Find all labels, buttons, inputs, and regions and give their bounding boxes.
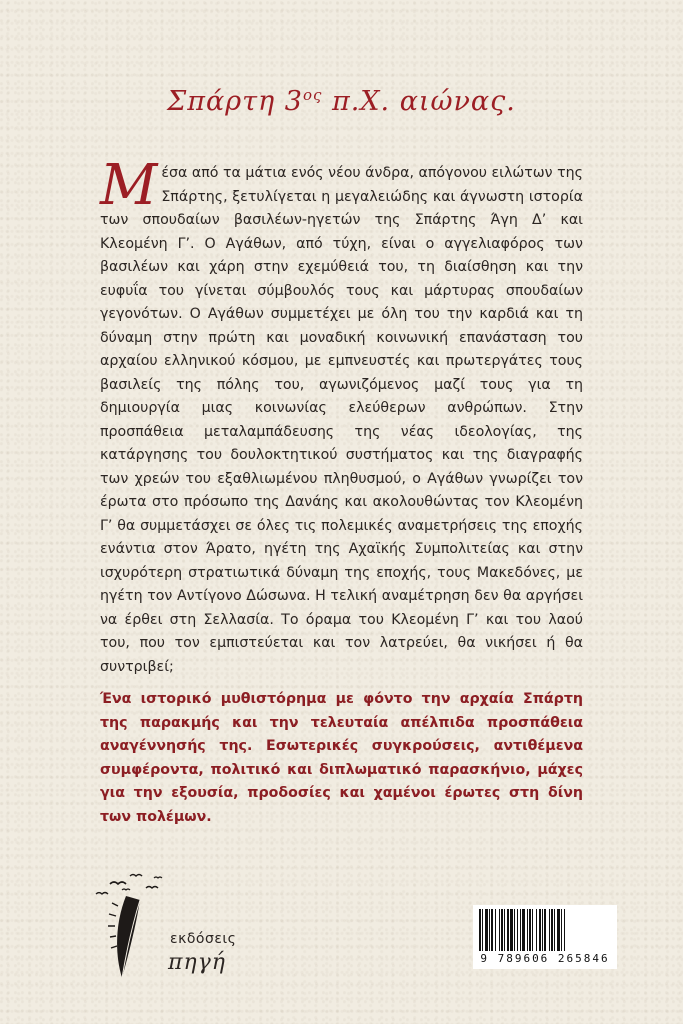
synopsis-text [100, 153, 583, 679]
synopsis-body: έσα από τα μάτια ενός νέου άνδρα, απόγονου ειλώτων της Σπάρτης, ξετυλίγεται η μεγαλειώδης και άγνωστη ιστορία των σπουδαίων βασιλέων-ηγετών της Σπάρτης Άγη Δ’ και Κλεομένη Γ’. Ο Αγάθων, από τύχη, είναι ο αγγελιαφόρος των βασιλέων και χάρη στην εχεμύθειά του, τη διαίσθηση και την ευφυΐα του γίνεται σύμβουλός τους και μάρτυρας σπουδαίων γεγονότων. Ο Αγάθων συμμετέχει με όλη του την καρδιά και τη δύναμη στην πρώτη και μοναδική κοινωνική επανάσταση του αρχαίου ελληνικού κόσμου, με εμπνευστές και πρωτεργάτες τους βασιλείς της πόλης του, αγωνιζόμενος μαζί τους για τη δημιουργία μιας κοινωνίας ελεύθερων ανθρώπων. Στην προσπάθεια μεταλαμπάδευσης της νέας ιδεολογίας, της κατάργησης του δουλοκτητικού συστήματος και της διαγραφής των χρεών του εξαθλιωμένου πληθυσμού, ο Αγάθων γνωρίζει τον έρωτα στο πρόσωπο της Δανάης και ακολουθώντας τον Κλεομένη Γ’ θα συμμετάσχει σε όλες τις πολεμικές αναμετρήσεις της εποχής ενάντια στον Άρατο, ηγέτη της Αχαϊκής Συμπολιτείας και στην ισχυρότερη στρατιωτικά δύναμη της εποχής, τους Μακεδόνες, με ηγέτη τον Αντίγονο Δώσωνα. Η τελική αναμέτρηση δεν θα αργήσει να έρθει στη Σελλασία. Το όραμα του Κλεομένη Γ’ και του λαού του, που τον εμπιστεύεται και τον λατρεύει, θα νικήσει ή θα συντριβεί; [100, 165, 583, 675]
barcode-bars [477, 909, 605, 951]
publisher-label: εκδόσεις [170, 931, 237, 947]
heading-superscript: ος [302, 86, 323, 104]
publisher-name: πηγή [168, 950, 226, 975]
cover-heading [0, 86, 683, 117]
barcode [473, 905, 617, 969]
drop-cap: Μ [100, 153, 158, 218]
heading-main: Σπάρτη 3 [167, 86, 303, 117]
isbn-number: 9 789606 265846 [480, 952, 610, 965]
tagline: Ένα ιστορικό μυθιστόρημα με φόντο την αρχαία Σπάρτη της παρακμής και την τελευταία απέλπιδα προσπάθεια αναγέννησής της. Εσωτερικές συγκρούσεις, αντιθέμενα συμφέροντα, πολιτικό και διπλωματικό παρασκήνιο, μάχες για την εξουσία, προδοσίες και χαμένοι έρωτες στη δίνη των πολέμων. [100, 691, 583, 825]
heading-rest: π.Χ. αιώνας. [322, 86, 516, 117]
